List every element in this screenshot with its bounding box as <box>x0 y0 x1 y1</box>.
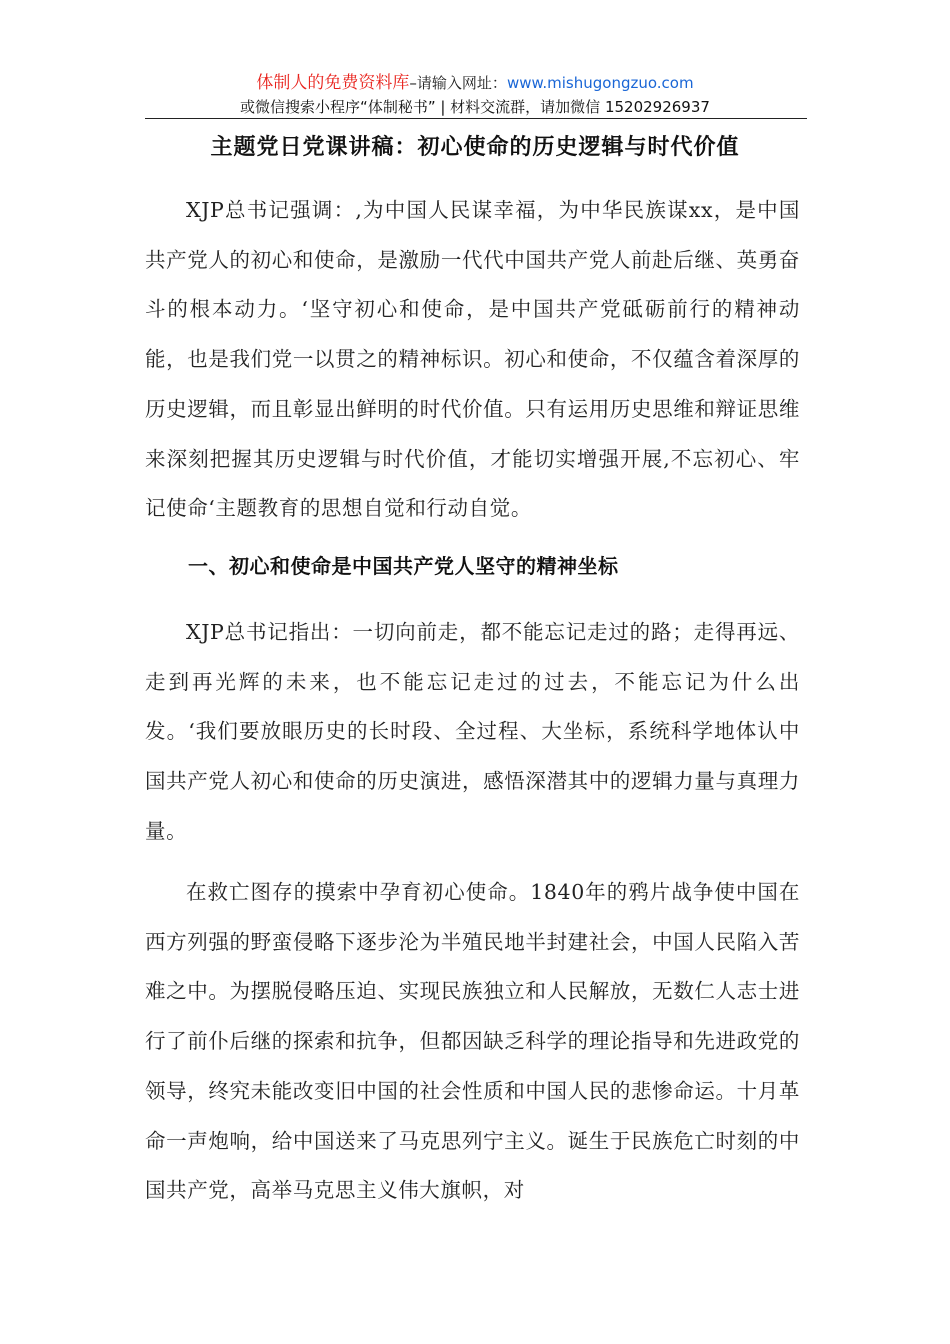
paragraph-text: XJP总书记强调：,为中国人民谋幸福，为中华民族谋xx，是中国共产党人的初心和使命，是激励一代代中国共产党人前赴后继、英勇奋斗的根本动力。‘坚守初心和使命，是中国共产党砥砺前行的精神动能，也是我们党一以贯之的精神标识。初心和使命，不仅蕴含着深厚的历史逻辑，而且彰显出鲜明的时代价值。只有运用历史思维和辩证思维来深刻把握其历史逻辑与时代价值，才能切实增强开展,不忘初心、牢记使命‘主题教育的思想自觉和行动自觉。 <box>145 198 800 521</box>
header-line-1 <box>145 70 805 96</box>
paragraph-section1-a <box>145 608 800 857</box>
header-line-2: 或微信搜索小程序“体制秘书” | 材料交流群，请加微信 15202926937 <box>240 98 710 116</box>
paragraph-text: 在救亡图存的摸索中孕育初心使命。1840年的鸦片战争使中国在西方列强的野蛮侵略下逐步沦为半殖民地半封建社会，中国人民陷入苦难之中。为摆脱侵略压迫、实现民族独立和人民解放，无数仁人志士进行了前仆后继的探索和抗争，但都因缺乏科学的理论指导和先进政党的领导，终究未能改变旧中国的社会性质和中国人民的悲惨命运。十月革命一声炮响，给中国送来了马克思列宁主义。诞生于民族危亡时刻的中国共产党，高举马克思主义伟大旗帜，对 <box>145 880 800 1203</box>
page-header <box>145 70 805 118</box>
paragraph-section1-b <box>145 868 800 1216</box>
website-link[interactable]: www.mishugongzuo.com <box>506 74 694 92</box>
paragraph-intro <box>145 186 800 534</box>
prompt-text: –请输入网址： <box>409 74 507 92</box>
brand-text: 体制人的免费资料库 <box>256 73 410 93</box>
header-divider <box>145 118 807 119</box>
paragraph-text: XJP总书记指出：一切向前走，都不能忘记走过的路；走得再远、走到再光辉的未来，也不能忘记走过的过去，不能忘记为什么出发。‘我们要放眼历史的长时段、全过程、大坐标，系统科学地体认中国共产党人初心和使命的历史演进，感悟深潜其中的逻辑力量与真理力量。 <box>145 620 800 843</box>
section-heading-1: 一、初心和使命是中国共产党人坚守的精神坐标 <box>188 554 619 578</box>
document-title: 主题党日党课讲稿：初心使命的历史逻辑与时代价值 <box>210 135 740 160</box>
